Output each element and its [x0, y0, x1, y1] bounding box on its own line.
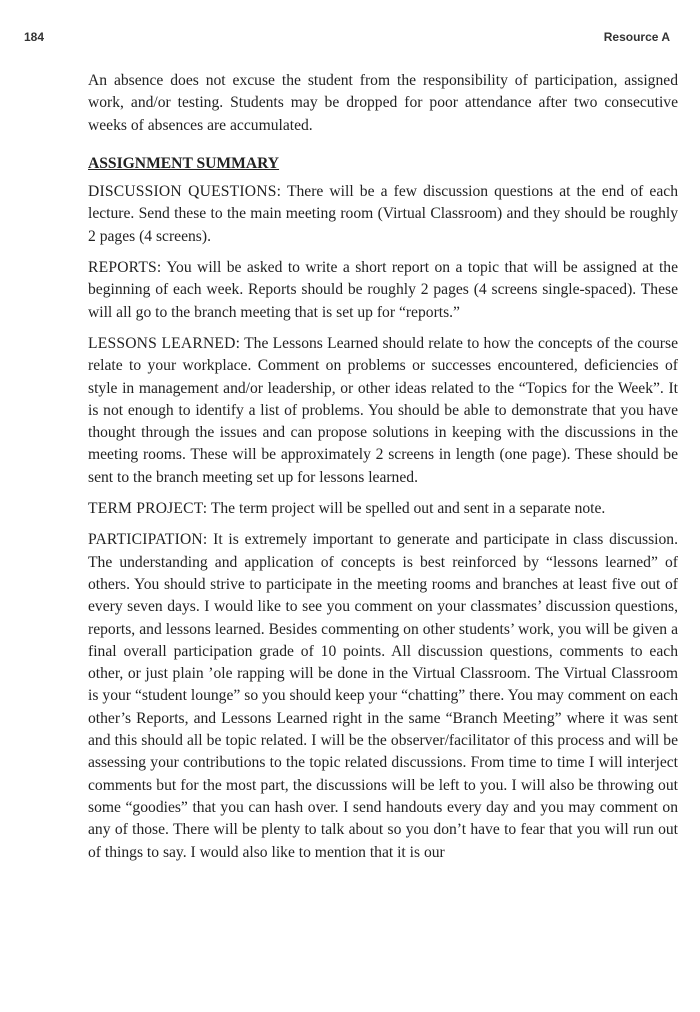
running-head: Resource A [603, 30, 670, 44]
page-body [88, 70, 678, 873]
item-lead: LESSONS LEARNED: [88, 334, 241, 352]
item-lead: DISCUSSION QUESTIONS: [88, 183, 282, 201]
page-header [24, 30, 676, 52]
discussion-questions-paragraph [88, 181, 678, 248]
item-text: You will be asked to write a short report on a topic that will be assigned at the beginning of each week. Reports should be roughly 2 pages (4 screens single-spaced). These will all go to the branch meeting that is set up for “reports.” [88, 259, 678, 321]
section-heading: ASSIGNMENT SUMMARY [88, 154, 280, 172]
intro-paragraph: An absence does not excuse the student from the responsibility of participation, assigned work, and/or testing. Students may be dropped for poor attendance after two consecutive weeks of absences are accumulated. [88, 72, 678, 134]
item-text: There will be a few discussion questions at the end of each lecture. Send these to the main meeting room (Virtual Classroom) and they should be roughly 2 pages (4 screens). [88, 183, 678, 245]
reports-paragraph [88, 257, 678, 324]
participation-paragraph [88, 529, 678, 863]
item-lead: REPORTS: [88, 259, 162, 277]
lessons-learned-paragraph [88, 333, 678, 489]
page-number: 184 [24, 30, 45, 44]
item-lead: TERM PROJECT: [88, 500, 208, 518]
item-text: The Lessons Learned should relate to how the concepts of the course relate to your workplace. Comment on problems or successes encountered, deficiencies of style in management and/or leadership, or other ideas related to the “Topics for the Week”. It is not enough to identify a list of problems. You should be able to demonstrate that you have thought through the issues and can propose solutions in keeping with the discussions in the meeting rooms. These will be approximately 2 screens in length (one page). These should be sent to the branch meeting set up for lessons learned. [88, 334, 678, 486]
item-text: It is extremely important to generate and participate in class discussion. The understanding and application of concepts is best reinforced by “lessons learned” of others. You should strive to participate in the meeting rooms and branches at least five out of every seven days. I would like to see you comment on your classmates’ discussion questions, reports, and lessons learned. Besides commenting on other students’ work, you will be given a final overall participation grade of 10 points. All discussion questions, comments to each other, or just plain ’ole rapping will be done in the Virtual Classroom. The Virtual Classroom is your “student lounge” so you should keep your “chatting” there. You may comment on each other’s Reports, and Lessons Learned right in the same “Branch Meeting” where it was sent and this should all be topic related. I will be the observer/facilitator of this process and will be assessing your contributions to the topic related discussions. From time to time I will interject comments but for the most part, the discussions will be left to you. I will also be throwing out some “goodies” that you can hash over. I send handouts every day and you may comment on any of those. There will be plenty to talk about so you don’t have to fear that you will run out of things to say. I would also like to mention that it is our [88, 531, 678, 861]
item-text: The term project will be spelled out and sent in a separate note. [210, 500, 606, 518]
item-lead: PARTICIPATION: [88, 531, 208, 549]
term-project-paragraph [88, 498, 678, 520]
